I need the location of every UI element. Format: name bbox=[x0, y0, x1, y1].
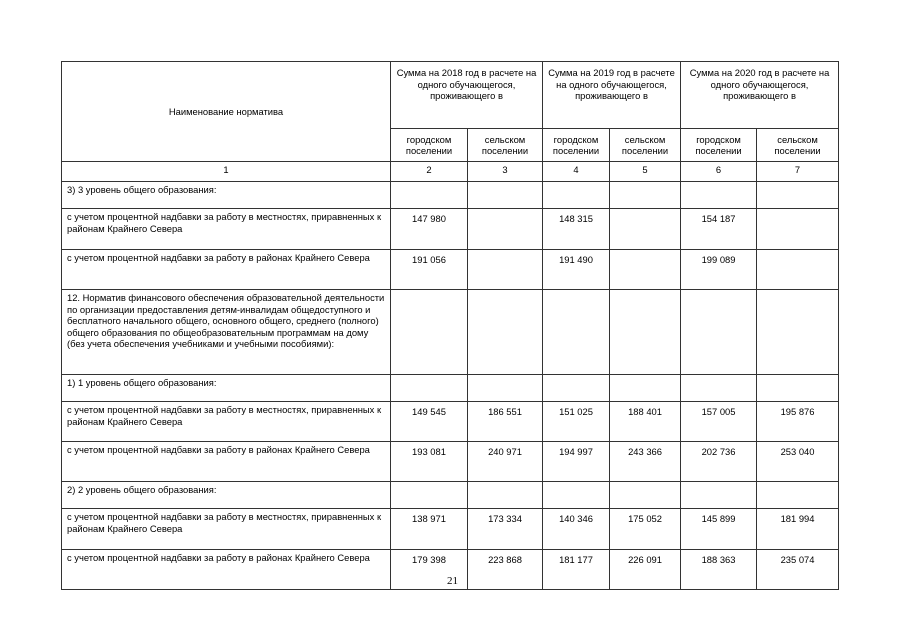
header-year-2018: Сумма на 2018 год в расчете на одного обучающегося, проживающего в bbox=[391, 62, 543, 129]
table-row bbox=[62, 509, 839, 550]
row-value bbox=[468, 375, 543, 402]
row-value bbox=[757, 375, 839, 402]
row-value: 138 971 bbox=[391, 509, 468, 550]
table-row bbox=[62, 375, 839, 402]
row-value: 147 980 bbox=[391, 209, 468, 250]
row-value: 223 868 bbox=[468, 550, 543, 590]
column-number: 7 bbox=[757, 162, 839, 182]
row-value: 173 334 bbox=[468, 509, 543, 550]
row-name: с учетом процентной надбавки за работу в районах Крайнего Севера bbox=[62, 550, 391, 590]
header-year-2019: Сумма на 2019 год в расчете на одного обучающегося, проживающего в bbox=[543, 62, 681, 129]
row-value bbox=[468, 482, 543, 509]
row-value bbox=[543, 482, 610, 509]
row-value bbox=[757, 482, 839, 509]
row-value: 226 091 bbox=[610, 550, 681, 590]
row-value: 191 490 bbox=[543, 250, 610, 290]
row-name: с учетом процентной надбавки за работу в районах Крайнего Севера bbox=[62, 442, 391, 482]
row-value bbox=[610, 375, 681, 402]
row-value: 179 398 bbox=[391, 550, 468, 590]
row-value bbox=[757, 182, 839, 209]
header-rural-2020: сельском поселении bbox=[757, 129, 839, 162]
column-number: 5 bbox=[610, 162, 681, 182]
header-urban-2020: городском поселении bbox=[681, 129, 757, 162]
row-value: 148 315 bbox=[543, 209, 610, 250]
row-value: 186 551 bbox=[468, 402, 543, 442]
row-value: 194 997 bbox=[543, 442, 610, 482]
header-urban-2019: городском поселении bbox=[543, 129, 610, 162]
row-value bbox=[468, 250, 543, 290]
row-value bbox=[391, 182, 468, 209]
row-value: 235 074 bbox=[757, 550, 839, 590]
row-value bbox=[610, 250, 681, 290]
row-value: 202 736 bbox=[681, 442, 757, 482]
row-value bbox=[391, 375, 468, 402]
header-row-years bbox=[62, 62, 839, 129]
row-value: 181 994 bbox=[757, 509, 839, 550]
row-name: с учетом процентной надбавки за работу в местностях, приравненных к районам Крайнего Севера bbox=[62, 209, 391, 250]
row-name: с учетом процентной надбавки за работу в районах Крайнего Севера bbox=[62, 250, 391, 290]
row-value bbox=[757, 250, 839, 290]
row-name: 2) 2 уровень общего образования: bbox=[62, 482, 391, 509]
column-number: 2 bbox=[391, 162, 468, 182]
row-value: 175 052 bbox=[610, 509, 681, 550]
row-value bbox=[391, 482, 468, 509]
row-value bbox=[681, 482, 757, 509]
column-number: 6 bbox=[681, 162, 757, 182]
row-value bbox=[610, 209, 681, 250]
column-number: 4 bbox=[543, 162, 610, 182]
row-value bbox=[681, 182, 757, 209]
header-urban-2018: городском поселении bbox=[391, 129, 468, 162]
table-row bbox=[62, 482, 839, 509]
row-name: с учетом процентной надбавки за работу в местностях, приравненных к районам Крайнего Севера bbox=[62, 402, 391, 442]
table-row bbox=[62, 290, 839, 375]
row-value: 188 363 bbox=[681, 550, 757, 590]
row-value: 195 876 bbox=[757, 402, 839, 442]
row-value bbox=[610, 290, 681, 375]
row-value bbox=[610, 182, 681, 209]
row-name: с учетом процентной надбавки за работу в местностях, приравненных к районам Крайнего Севера bbox=[62, 509, 391, 550]
row-value: 240 971 bbox=[468, 442, 543, 482]
row-value: 191 056 bbox=[391, 250, 468, 290]
row-name: 1) 1 уровень общего образования: bbox=[62, 375, 391, 402]
row-value bbox=[543, 290, 610, 375]
row-value: 243 366 bbox=[610, 442, 681, 482]
row-value bbox=[468, 209, 543, 250]
row-value bbox=[543, 182, 610, 209]
header-year-2020: Сумма на 2020 год в расчете на одного обучающегося, проживающего в bbox=[681, 62, 839, 129]
table-row bbox=[62, 402, 839, 442]
header-rural-2019: сельском поселении bbox=[610, 129, 681, 162]
row-value bbox=[681, 375, 757, 402]
row-value: 188 401 bbox=[610, 402, 681, 442]
table-row bbox=[62, 442, 839, 482]
row-value bbox=[468, 290, 543, 375]
row-value bbox=[468, 182, 543, 209]
row-value: 145 899 bbox=[681, 509, 757, 550]
column-number: 1 bbox=[62, 162, 391, 182]
row-value bbox=[391, 290, 468, 375]
column-number: 3 bbox=[468, 162, 543, 182]
row-value bbox=[681, 290, 757, 375]
table-row bbox=[62, 250, 839, 290]
row-value: 154 187 bbox=[681, 209, 757, 250]
column-numbers-row bbox=[62, 162, 839, 182]
row-value: 149 545 bbox=[391, 402, 468, 442]
page-number: 21 bbox=[447, 575, 458, 587]
table-row bbox=[62, 182, 839, 209]
row-value: 151 025 bbox=[543, 402, 610, 442]
row-value: 199 089 bbox=[681, 250, 757, 290]
table-row bbox=[62, 209, 839, 250]
row-value bbox=[757, 290, 839, 375]
header-name-column: Наименование норматива bbox=[62, 62, 391, 162]
row-name: 3) 3 уровень общего образования: bbox=[62, 182, 391, 209]
row-name: 12. Норматив финансового обеспечения образовательной деятельности по организации предоставления детям-инвалидам общедоступного и бесплатного начального общего, основного общего, среднего (полного) общего образования по общеобразовательным программам на дому (без учета обеспечения учебниками и учебными пособиями): bbox=[62, 290, 391, 375]
row-value bbox=[757, 209, 839, 250]
row-value: 140 346 bbox=[543, 509, 610, 550]
row-value: 193 081 bbox=[391, 442, 468, 482]
normatives-table bbox=[61, 61, 839, 590]
header-rural-2018: сельском поселении bbox=[468, 129, 543, 162]
row-value bbox=[543, 375, 610, 402]
row-value: 157 005 bbox=[681, 402, 757, 442]
row-value: 253 040 bbox=[757, 442, 839, 482]
row-value: 181 177 bbox=[543, 550, 610, 590]
row-value bbox=[610, 482, 681, 509]
